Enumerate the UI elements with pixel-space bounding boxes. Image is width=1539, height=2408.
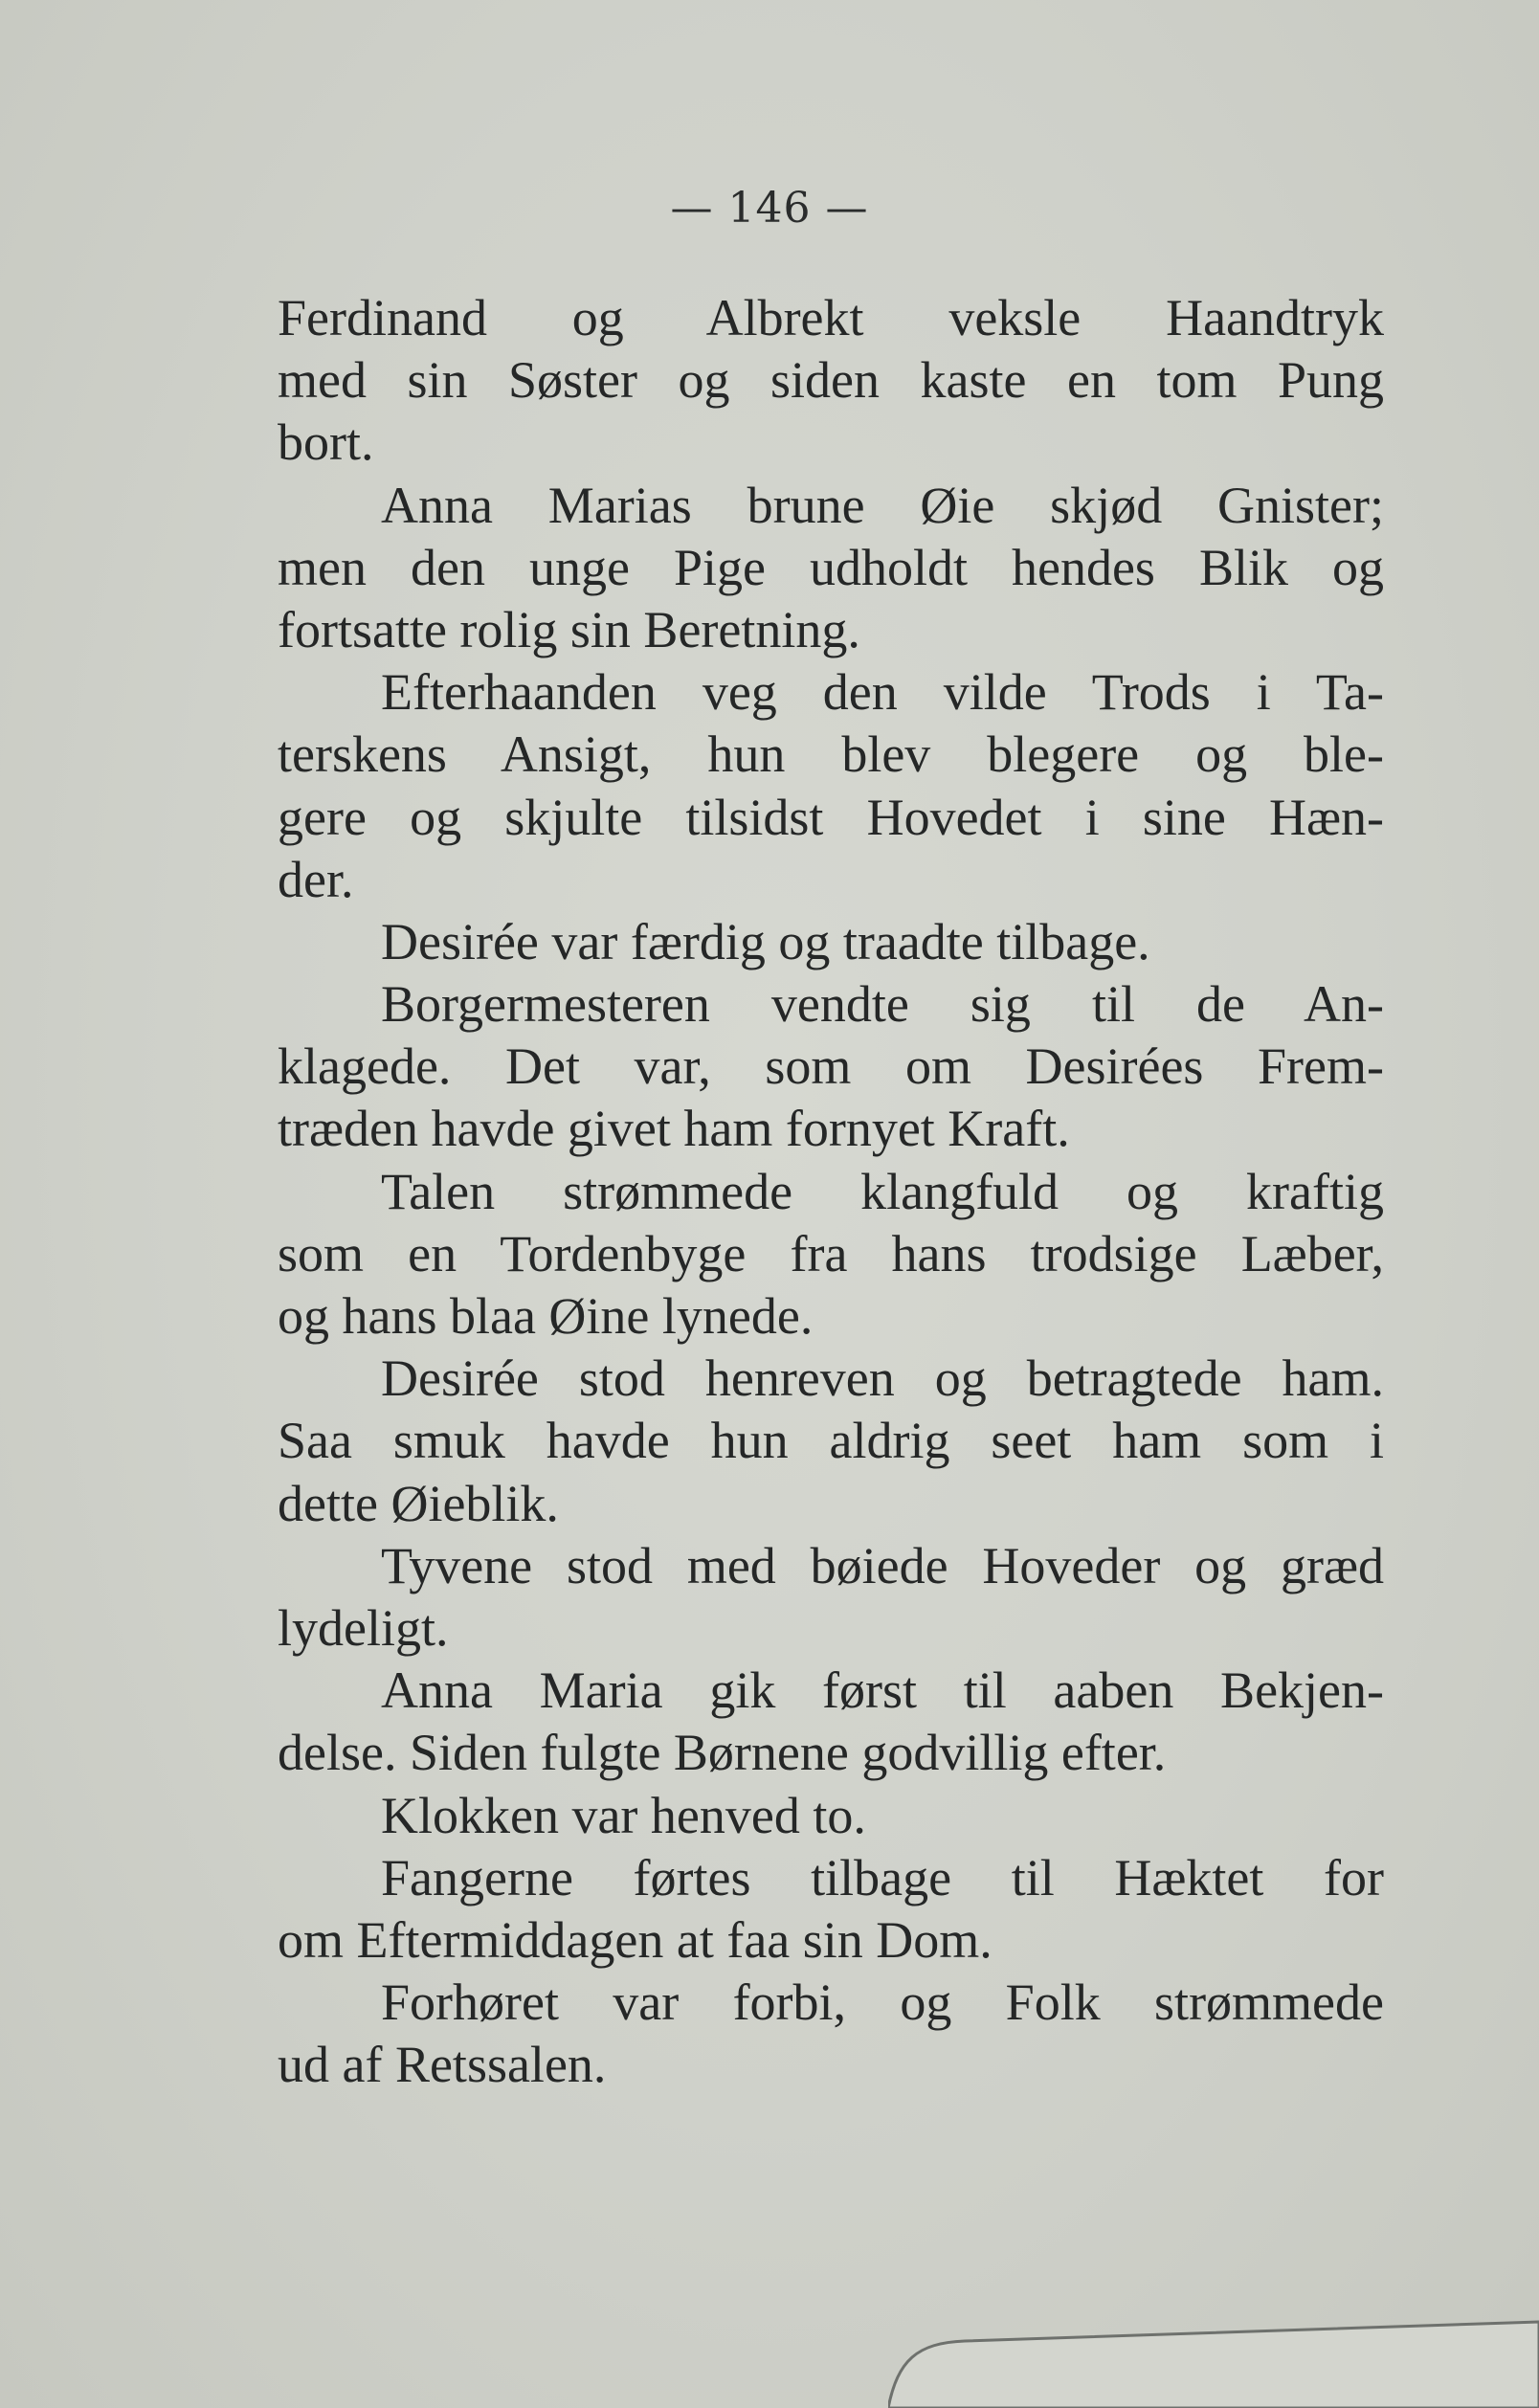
- text-line: Fangerne førtes tilbage til Hæktet for: [381, 1848, 1384, 1906]
- text-line: men den unge Pige udholdt hendes Blik og: [278, 538, 1384, 596]
- text-line: med sin Søster og siden kaste en tom Pung: [278, 351, 1384, 410]
- text-line: Saa smuk havde hun aldrig seet ham som i: [278, 1412, 1384, 1470]
- text-line: terskens Ansigt, hun blev blegere og ble-: [278, 725, 1384, 784]
- text-line: fortsatte rolig sin Beretning.: [278, 600, 860, 658]
- text-line: Anna Marias brune Øie skjød Gnister;: [381, 476, 1384, 534]
- text-line: træden havde givet ham fornyet Kraft.: [278, 1100, 1070, 1158]
- text-line: klagede. Det var, som om Desirées Frem-: [278, 1037, 1384, 1096]
- text-line: gere og skjulte tilsidst Hovedet i sine Hæn-: [278, 788, 1384, 846]
- text-line: Efterhaanden veg den vilde Trods i Ta-: [381, 663, 1384, 722]
- text-line: der.: [278, 850, 354, 908]
- text-line: delse. Siden fulgte Børnene godvillig efter.: [278, 1724, 1167, 1782]
- text-line: som en Tordenbyge fra hans trodsige Læber,: [278, 1224, 1384, 1282]
- text-line: Ferdinand og Albrekt veksle Haandtryk: [278, 289, 1384, 346]
- page-corner-edge: [888, 2303, 1539, 2408]
- text-line: Borgermesteren vendte sig til de An-: [381, 975, 1384, 1034]
- text-line: om Eftermiddagen at faa sin Dom.: [278, 1910, 993, 1969]
- text-line: Desirée var færdig og traadte tilbage.: [381, 912, 1150, 970]
- text-line: Forhøret var forbi, og Folk strømmede: [381, 1973, 1384, 2032]
- text-line: lydeligt.: [278, 1598, 449, 1657]
- text-line: Talen strømmede klangfuld og kraftig: [381, 1162, 1384, 1220]
- body-text: [278, 287, 1384, 2096]
- text-line: Desirée stod henreven og betragtede ham.: [381, 1349, 1384, 1408]
- text-line: Klokken var henved to.: [381, 1786, 866, 1844]
- text-line: Tyvene stod med bøiede Hoveder og græd: [381, 1536, 1384, 1594]
- text-line: og hans blaa Øine lynede.: [278, 1287, 814, 1345]
- text-line: ud af Retssalen.: [278, 2036, 607, 2094]
- text-line: Anna Maria gik først til aaben Bekjen-: [381, 1661, 1384, 1720]
- text-line: dette Øieblik.: [278, 1474, 559, 1532]
- text-line: bort.: [278, 413, 374, 472]
- page-number: — 146 —: [670, 184, 869, 233]
